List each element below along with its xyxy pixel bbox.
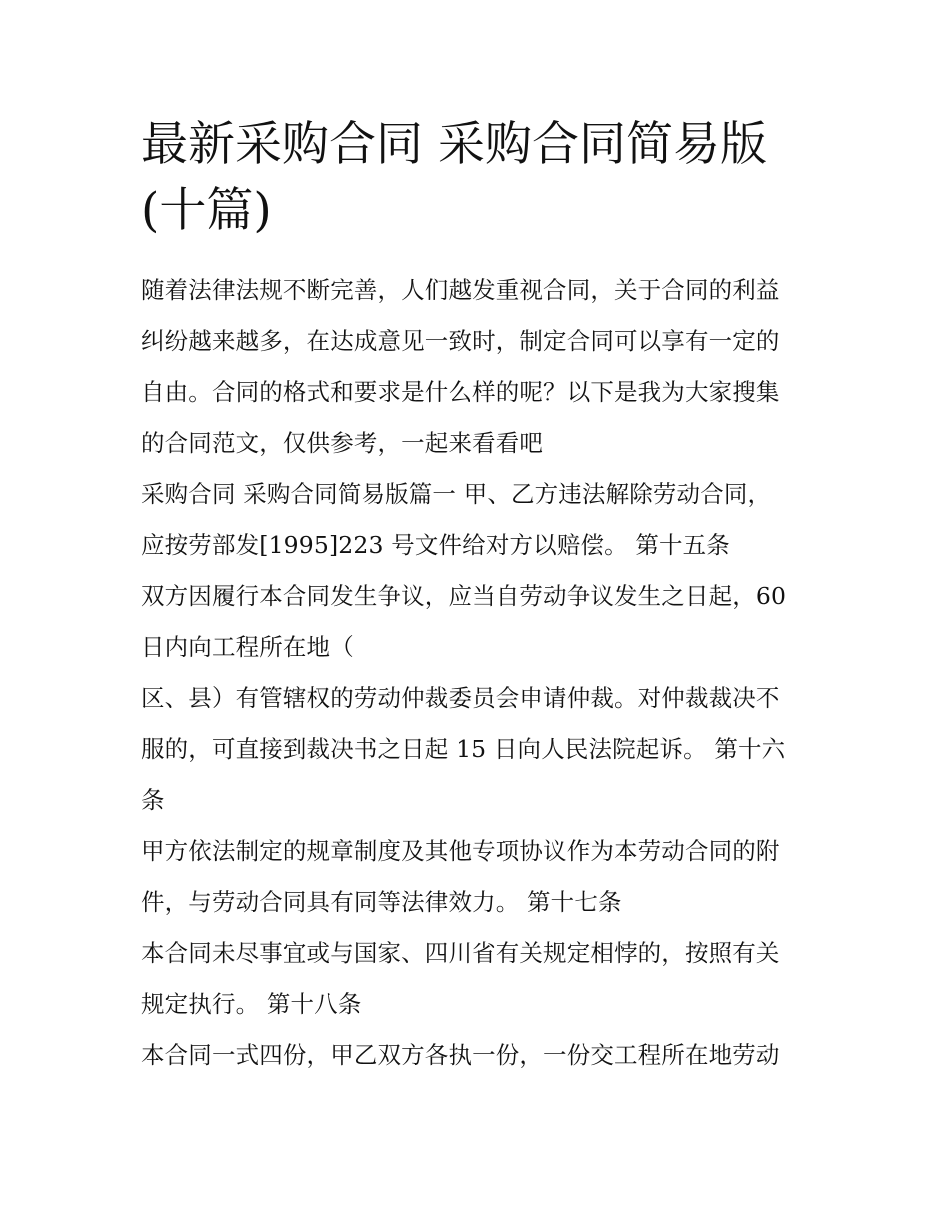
text-line: 件，与劳动合同具有同等法律效力。 第十七条 [141,888,622,916]
title-line: 最新采购合同 采购合同简易版 [141,117,767,172]
text-line: 的合同范文，仅供参考，一起来看看吧 [141,429,544,457]
text-line: 纠纷越来越多，在达成意见一致时，制定合同可以享有一定的 [141,327,780,355]
document-title [141,112,813,244]
paragraph-article-16 [141,826,813,928]
text-line: 随着法律法规不断完善，人们越发重视合同，关于合同的利益 [141,276,780,304]
document-body [141,265,813,1081]
text-line: 本合同一式四份，甲乙双方各执一份，一份交工程所在地劳动 [141,1041,780,1069]
text-line: 双方因履行本合同发生争议，应当自劳动争议发生之日起，60 [141,582,787,610]
text-line: 规定执行。 第十八条 [141,990,362,1018]
paragraph-article-15 [141,571,813,673]
text-line: 服的，可直接到裁决书之日起 15 日向人民法院起诉。 第十六 [141,735,786,763]
text-line: 甲方依法制定的规章制度及其他专项协议作为本劳动合同的附 [141,837,780,865]
title-line: (十篇) [141,183,272,238]
text-line: 采购合同 采购合同简易版篇一 甲、乙方违法解除劳动合同， [141,480,772,508]
paragraph-article-17 [141,928,813,1030]
document-content [141,112,813,1081]
text-line: 本合同未尽事宜或与国家、四川省有关规定相悖的，按照有关 [141,939,780,967]
text-line: 条 [141,786,165,814]
paragraph-intro [141,265,813,469]
text-line: 自由。合同的格式和要求是什么样的呢？以下是我为大家搜集 [141,378,780,406]
text-line: 区、县）有管辖权的劳动仲裁委员会申请仲裁。对仲裁裁决不 [141,684,780,712]
paragraph-article-15-cont [141,673,813,826]
paragraph-article-14 [141,469,813,571]
text-line: 应按劳部发[1995]223 号文件给对方以赔偿。 第十五条 [141,531,730,559]
text-line: 日内向工程所在地（ [141,633,354,661]
paragraph-article-18 [141,1030,813,1081]
